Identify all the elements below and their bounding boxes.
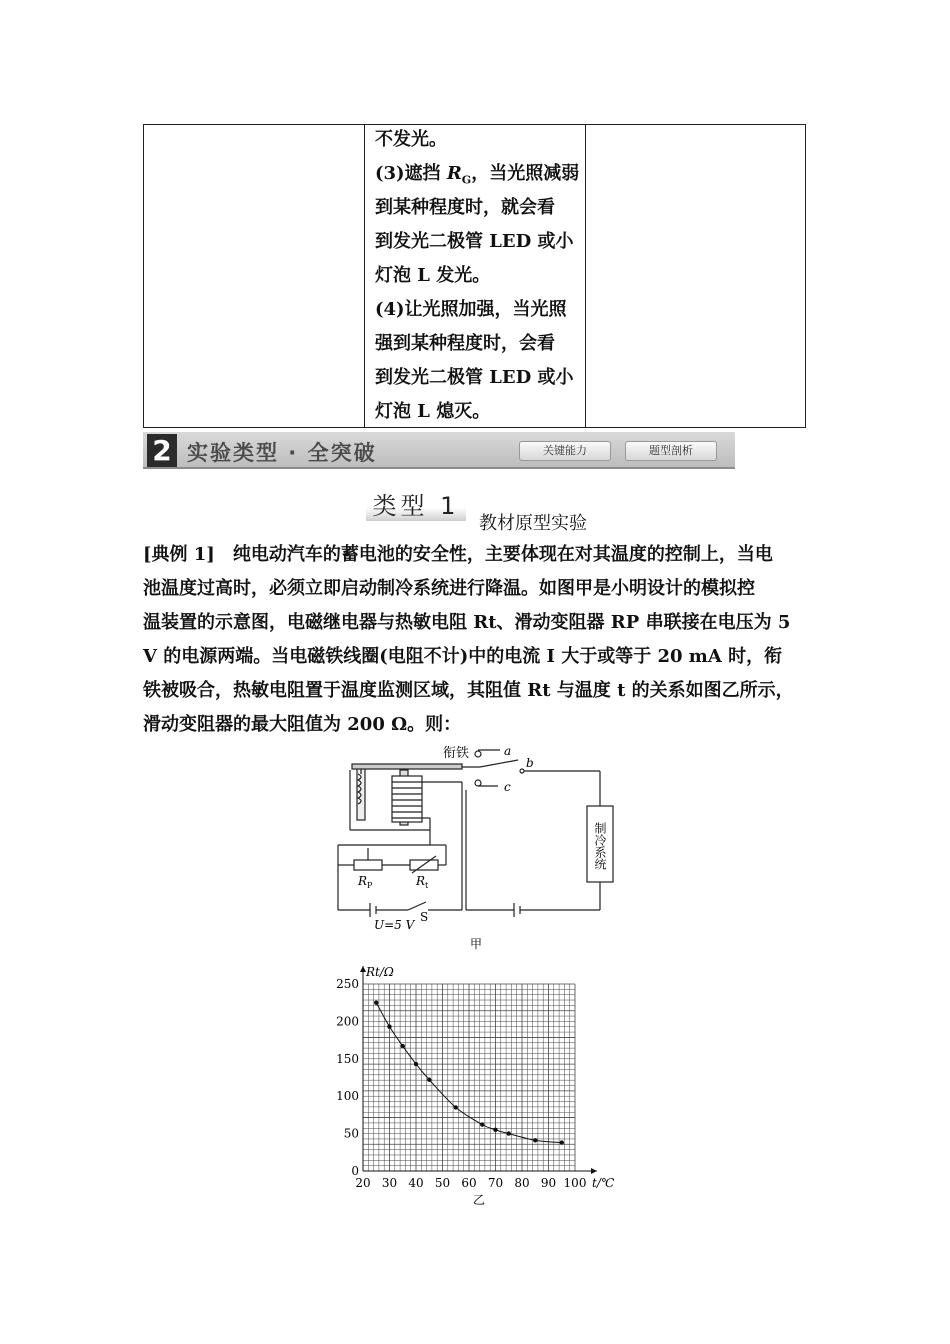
rt-temperature-chart bbox=[330, 958, 620, 1210]
data-point bbox=[414, 1062, 418, 1066]
question-analysis-button[interactable]: 题型剖析 bbox=[625, 441, 717, 461]
x-tick-label: 80 bbox=[514, 1176, 530, 1190]
data-point bbox=[493, 1128, 497, 1132]
table-line: 灯泡 L 发光。 bbox=[375, 265, 491, 286]
y-tick-label: 200 bbox=[336, 1014, 359, 1029]
switch-label: S bbox=[420, 910, 429, 924]
coil bbox=[392, 776, 422, 822]
data-point bbox=[401, 1044, 405, 1048]
y-tick-label: 0 bbox=[351, 1164, 359, 1178]
armature-bar bbox=[352, 764, 462, 769]
type-badge: 类型 1 bbox=[366, 491, 466, 521]
rt-label: R bbox=[416, 874, 426, 888]
x-axis-arrow bbox=[591, 1168, 597, 1174]
switch-b bbox=[480, 760, 518, 767]
table-line: 强到某种程度时，会看 bbox=[375, 333, 555, 354]
x-tick-label: 70 bbox=[487, 1176, 504, 1190]
contact-b: b bbox=[526, 756, 534, 770]
table-line: 到发光二极管 LED 或小 bbox=[375, 367, 574, 388]
problem-line: 铁被吸合，热敏电阻置于温度监测区域，其阻值 Rt 与温度 t 的关系如图乙所示， bbox=[143, 680, 794, 701]
circuit-caption: 甲 bbox=[470, 937, 483, 951]
x-tick-label: 100 bbox=[563, 1176, 587, 1190]
rp-resistor bbox=[354, 860, 382, 870]
rt-sub: t bbox=[425, 881, 429, 890]
section-number: 2 bbox=[147, 434, 177, 467]
problem-line: V 的电源两端。当电磁铁线圈(电阻不计)中的电流 I 大于或等于 20 mA 时，衔 bbox=[143, 646, 783, 667]
data-point bbox=[507, 1131, 511, 1135]
contact-c: c bbox=[504, 780, 511, 794]
problem-text bbox=[143, 538, 823, 742]
x-tick-label: 50 bbox=[434, 1176, 451, 1190]
rp-sub: P bbox=[367, 881, 373, 890]
data-point bbox=[560, 1140, 564, 1144]
experiment-table bbox=[143, 124, 806, 428]
circuit-diagram bbox=[330, 740, 620, 955]
cooling-label: 制冷系统 bbox=[593, 822, 607, 870]
problem-line: [典例 1] 纯电动汽车的蓄电池的安全性，主要体现在对其温度的控制上，当电 bbox=[143, 544, 773, 565]
y-axis-label: Rt/Ω bbox=[366, 965, 394, 979]
x-tick-label: 30 bbox=[381, 1176, 398, 1190]
table-line: (3)遮挡 $R_G$，当光照减弱 bbox=[375, 163, 580, 187]
switch-s bbox=[408, 902, 426, 910]
contact-a: a bbox=[504, 744, 512, 758]
table-line: 灯泡 L 熄灭。 bbox=[375, 401, 491, 422]
y-tick-label: 150 bbox=[336, 1051, 359, 1066]
chart-caption: 乙 bbox=[473, 1193, 486, 1207]
x-tick-label: 40 bbox=[408, 1176, 424, 1190]
y-tick-label: 250 bbox=[336, 977, 359, 991]
y-tick-label: 50 bbox=[343, 1126, 359, 1141]
section-banner bbox=[143, 432, 735, 469]
problem-line: 滑动变阻器的最大阻值为 200 Ω。则： bbox=[143, 714, 462, 735]
y-tick-label: 100 bbox=[336, 1089, 359, 1104]
table-line: 到发光二极管 LED 或小 bbox=[375, 231, 574, 252]
table-line: (4)让光照加强，当光照 bbox=[375, 299, 567, 320]
data-point bbox=[480, 1122, 484, 1126]
rp-label: R bbox=[358, 874, 368, 888]
section-title: 实验类型 · 全突破 bbox=[187, 441, 377, 465]
data-point bbox=[427, 1078, 431, 1082]
type-subtitle: 教材原型实验 bbox=[479, 513, 587, 534]
problem-line: 池温度过高时，必须立即启动制冷系统进行降温。如图甲是小明设计的模拟控 bbox=[143, 578, 755, 599]
table-cell-left bbox=[144, 125, 365, 427]
data-point bbox=[374, 1001, 378, 1005]
x-tick-label: 60 bbox=[461, 1176, 477, 1190]
table-cell-right bbox=[586, 125, 805, 427]
chart-grid bbox=[363, 984, 575, 1171]
table-line: 不发光。 bbox=[375, 129, 447, 150]
x-tick-label: 90 bbox=[540, 1176, 557, 1190]
x-axis-label: t/℃ bbox=[592, 1176, 615, 1190]
data-point bbox=[533, 1138, 537, 1142]
voltage-label: U=5 V bbox=[374, 918, 415, 932]
x-tick-label: 20 bbox=[355, 1176, 371, 1190]
armature-label: 衔铁 bbox=[443, 746, 470, 761]
key-ability-button[interactable]: 关键能力 bbox=[519, 441, 611, 461]
problem-line: 温装置的示意图，电磁继电器与热敏电阻 Rt、滑动变阻器 RP 串联接在电压为 5 bbox=[143, 612, 791, 633]
table-line: 到某种程度时，就会看 bbox=[375, 197, 555, 218]
data-point bbox=[454, 1105, 458, 1109]
table-cell-middle bbox=[365, 125, 586, 427]
data-point bbox=[387, 1024, 391, 1028]
